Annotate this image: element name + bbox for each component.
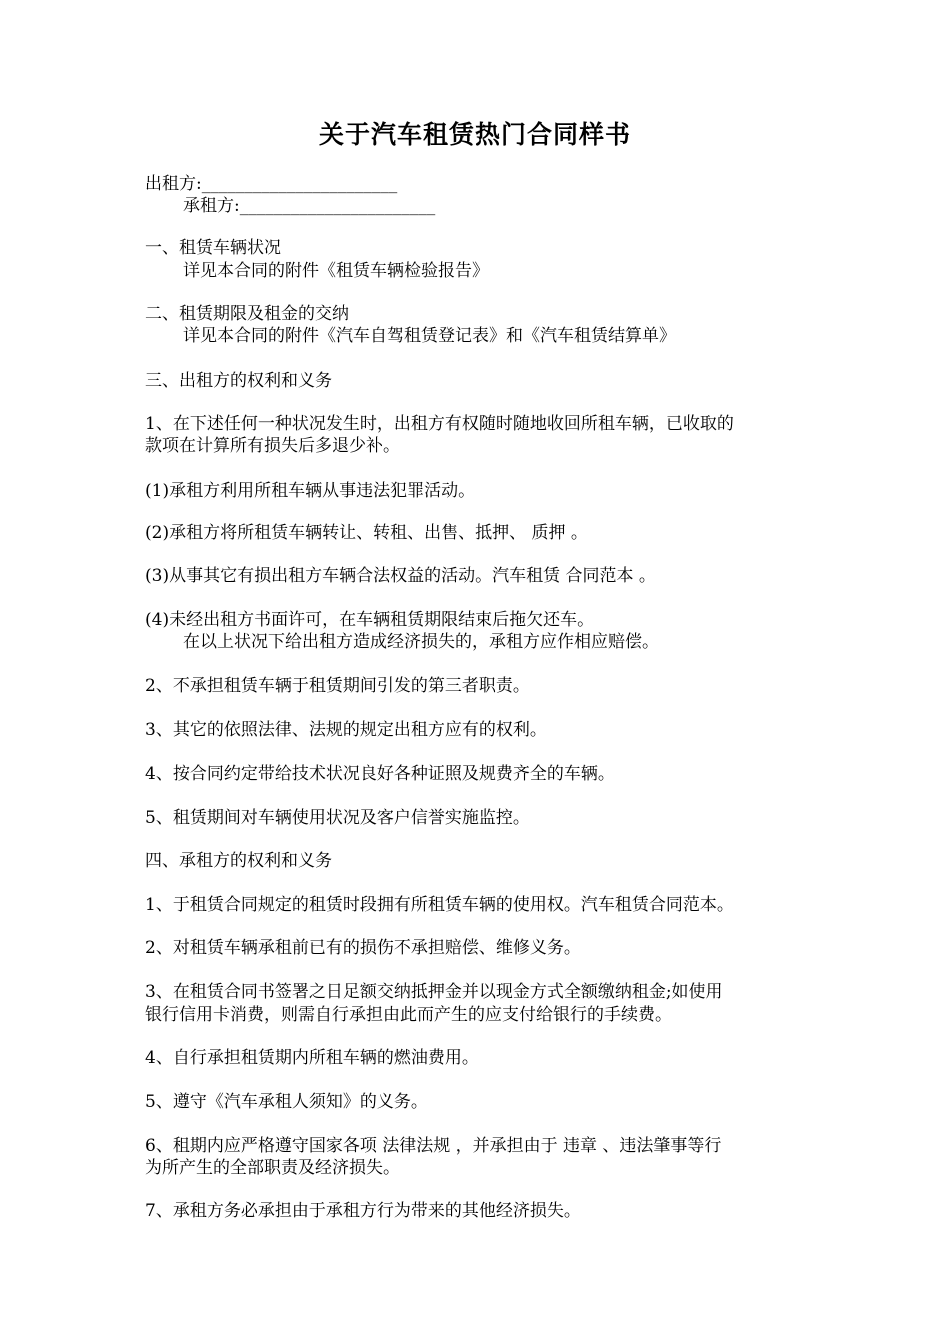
document-title: 关于汽车租赁热门合同样书 bbox=[318, 120, 631, 149]
paragraph-line: (2)承租方将所租赁车辆转让、转租、出售、抵押、 质押 。 bbox=[145, 523, 588, 543]
paragraph-line: 7、承租方务必承担由于承租方行为带来的其他经济损失。 bbox=[145, 1201, 581, 1221]
section-heading-4: 四、承租方的权利和义务 bbox=[145, 851, 332, 871]
paragraph-line: 3、在租赁合同书签署之日足额交纳抵押金并以现金方式全额缴纳租金;如使用 bbox=[145, 982, 723, 1002]
paragraph-line: 2、不承担租赁车辆于租赁期间引发的第三者职责。 bbox=[145, 676, 530, 696]
paragraph-line: 银行信用卡消费，则需自行承担由此而产生的应支付给银行的手续费。 bbox=[145, 1005, 672, 1025]
paragraph-line: 为所产生的全部职责及经济损失。 bbox=[145, 1158, 400, 1178]
paragraph-line: 5、租赁期间对车辆使用状况及客户信誉实施监控。 bbox=[145, 808, 530, 828]
paragraph-line: 4、自行承担租赁期内所租车辆的燃油费用。 bbox=[145, 1048, 479, 1068]
paragraph-line: 详见本合同的附件《租赁车辆检验报告》 bbox=[183, 261, 489, 281]
paragraph-line: (4)未经出租方书面许可，在车辆租赁期限结束后拖欠还车。 bbox=[145, 610, 595, 630]
section-heading-3: 三、出租方的权利和义务 bbox=[145, 371, 332, 391]
paragraph-line: 5、遵守《汽车承租人须知》的义务。 bbox=[145, 1092, 428, 1112]
paragraph-line: 4、按合同约定带给技术状况良好各种证照及规费齐全的车辆。 bbox=[145, 764, 615, 784]
section-heading-2: 二、租赁期限及租金的交纳 bbox=[145, 304, 349, 324]
lessor-field: 出租方:_______________________ bbox=[145, 174, 398, 194]
paragraph-line: 在以上状况下给出租方造成经济损失的，承租方应作相应赔偿。 bbox=[183, 632, 659, 652]
paragraph-line: 2、对租赁车辆承租前已有的损伤不承担赔偿、维修义务。 bbox=[145, 938, 581, 958]
lessee-field: 承租方:_______________________ bbox=[183, 196, 436, 216]
section-heading-1: 一、租赁车辆状况 bbox=[145, 238, 281, 258]
paragraph-line: (3)从事其它有损出租方车辆合法权益的活动。汽车租赁 合同范本 。 bbox=[145, 566, 656, 586]
paragraph-line: (1)承租方利用所租车辆从事违法犯罪活动。 bbox=[145, 481, 476, 501]
paragraph-line: 3、其它的依照法律、法规的规定出租方应有的权利。 bbox=[145, 720, 547, 740]
paragraph-line: 6、租期内应严格遵守国家各项 法律法规 ，并承担由于 违章 、违法肇事等行 bbox=[145, 1136, 722, 1156]
paragraph-line: 款项在计算所有损失后多退少补。 bbox=[145, 436, 400, 456]
paragraph-line: 详见本合同的附件《汽车自驾租赁登记表》和《汽车租赁结算单》 bbox=[183, 326, 676, 346]
paragraph-line: 1、在下述任何一种状况发生时，出租方有权随时随地收回所租车辆，已收取的 bbox=[145, 414, 734, 434]
paragraph-line: 1、于租赁合同规定的租赁时段拥有所租赁车辆的使用权。汽车租赁合同范本。 bbox=[145, 895, 734, 915]
